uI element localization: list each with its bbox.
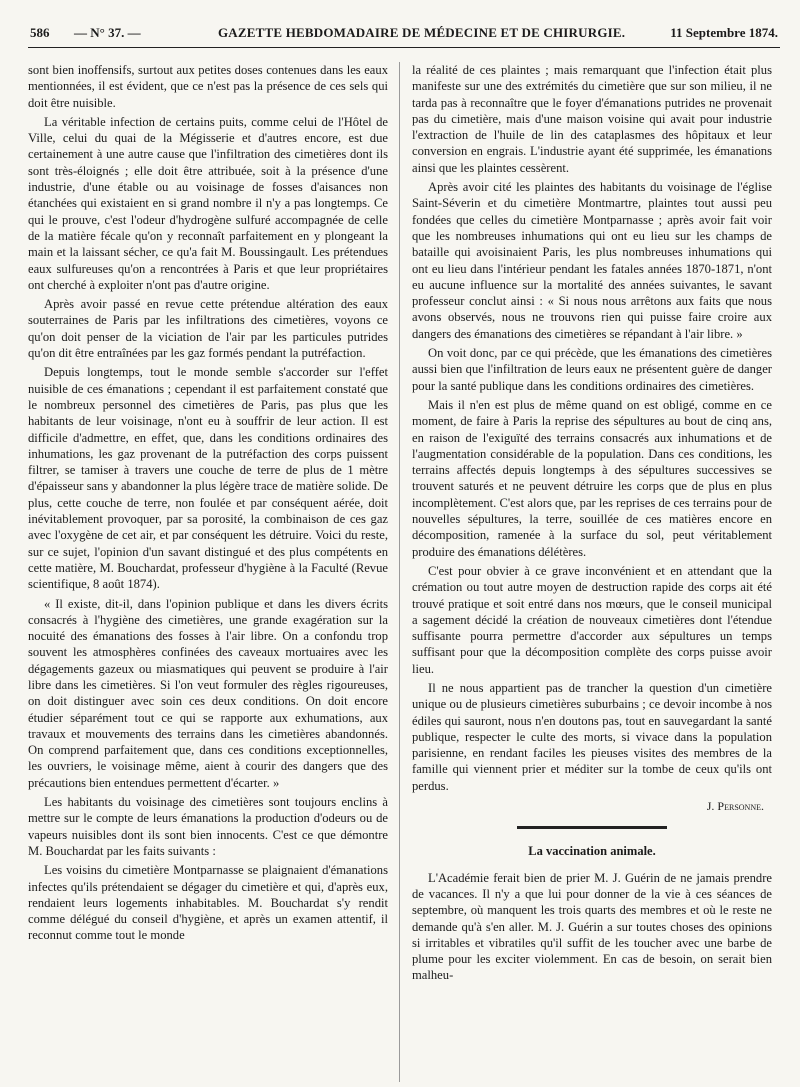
paragraph: L'Académie ferait bien de prier M. J. Guérin de ne jamais prendre de vacances. Il n'y a que lui pour donner de la vie à ces séances de septembre, où manquent les trois quarts des membres et où le reste ne demande qu'à s'en aller. M. J. Guérin a sur toutes choses des opinions si irritables et vibratiles qu'il suffit de les toucher avec une barbe de plume pour les exciter violemment. En cas de besoin, on serait bien malheu- xyxy=(412,870,772,983)
paragraph: sont bien inoffensifs, surtout aux petites doses contenues dans les eaux mentionnées, il est évident, que ce n'est pas la présence de ces sels qui doit être nuisible. xyxy=(28,63,388,110)
column-divider xyxy=(399,62,400,1082)
left-column xyxy=(28,62,388,1082)
author-signature: J. Personne. xyxy=(706,799,764,814)
section-separator xyxy=(517,826,667,829)
page-number: 586 xyxy=(30,25,50,40)
paragraph: Les habitants du voisinage des cimetières sont toujours enclins à mettre sur le compte de leurs émanations la production d'odeurs ou de vapeurs nuisibles dont ils sont bien innocents. C'est ce que démontre M. Bouchardat par les faits suivants : xyxy=(28,795,388,858)
paragraph: Les voisins du cimetière Montparnasse se plaignaient d'émanations infectes qu'ils prétendaient se dégager du cimetière et qui, d'après eux, rendaient leurs logements inhabitables. M. Bouchardat s'y rendit comme délégué du conseil d'hygiène, et après un examen attentif, il reconnut comme tout le monde xyxy=(28,863,388,943)
page-header xyxy=(28,25,780,48)
paragraph: Depuis longtemps, tout le monde semble s'accorder sur l'effet nuisible de ces émanations ; cependant il est parfaitement constaté que le nombreux personnel des cimetières de Paris, pas plus que les habitants de leur voisinage, n'ont eu à souffrir de leur action. Il est difficile d'admettre, en effet, que, dans les conditions ordinaires des inhumations, les gaz provenant de la putréfaction des corps puissent filtrer, se tamiser à travers une couche de terre de plus de 1 mètre d'épaisseur sans y abandonner la plus légère trace de matière solide. De plus, cette couche de terre, non foulée et par conséquent aérée, doit inévitablement provoquer, par sa porosité, la combinaison de ces gaz avec l'oxygène de cet air, et par conséquent les détruire. Voici du reste, sur ce sujet, l'opinion d'un savant distingué et des plus compétents en cette matière, M. Bouchardat, professeur d'hygiène à la Faculté (Revue scientifique, 8 août 1874). xyxy=(28,365,388,592)
paragraph: C'est pour obvier à ce grave inconvénient et en attendant que la crémation ou tout autre moyen de destruction rapide des corps ait été trouvé pratique et soit entré dans nos mœurs, que le conseil municipal a sagement décidé la création de nouveaux cimetières dont l'étendue suffisante pourra permettre d'accorder aux sépultures un temps suffisant pour que la décomposition complète des corps puisse avoir lieu. xyxy=(412,563,772,676)
paragraph: Après avoir passé en revue cette prétendue altération des eaux souterraines de Paris par les infiltrations des cimetières, voyons ce qu'on doit penser de la viciation de l'air par les particules putrides qu'on dit être entraînées par les gaz formés pendant la putréfaction. xyxy=(28,297,388,361)
issue-number: — N° 37. — xyxy=(74,25,141,40)
paragraph: Il ne nous appartient pas de trancher la question d'un cimetière unique ou de plusieurs cimetières suburbains ; ce devoir incombe à nos édiles qui sauront, nous n'en doutons pas, tout en sauvegardant la santé publique, respecter le culte des morts, si vivace dans la population parisienne, en rendant faciles les pieuses visites des membres de la famille qui viennent prier et méditer sur la tombe de ceux qu'ils ont perdus. xyxy=(412,680,772,793)
quote-paragraph: « Il existe, dit-il, dans l'opinion publique et dans les divers écrits consacrés à l'hygiène des cimetières, une grande exagération sur la nocuité des émanations des fosses à l'air libre. On a confondu trop souvent les atmosphères confinées des caveaux mortuaires avec les dégagements gazeux ou miasmatiques qui peuvent se produire à l'air libre dans les cimetières. Si l'on veut formuler des règles rigoureuses, on doit distinguer avec soin ces deux conditions. On doit encore étudier séparément tout ce qui se rapporte aux exhumations, aux travaux et mouvements des terrains dans les cimetières abandonnés. On comprend parfaitement que, dans ces conditions exceptionnelles, les ouvriers, le voisinage même, aient à courir des dangers que des précautions bien entendues permettent d'écarter. » xyxy=(28,596,388,790)
paragraph: la réalité de ces plaintes ; mais remarquant que l'infection était plus manifeste sur une des extrémités du cimetière que sur son milieu, il ne tarda pas à reconnaître que le foyer d'émanations putrides ne provenait pas du cimetière, mais d'une maison voisine qui avait pour industrie l'extraction de l'huile de lin des cataplasmes des hôpitaux et leur conversion en engrais. L'industrie ayant été supprimée, les émanations ainsi que les plaintes cessèrent. xyxy=(412,63,772,175)
paragraph: La véritable infection de certains puits, comme celui de l'Hôtel de Ville, celui du quai de la Mégisserie et d'autres encore, est due certainement à une autre cause que l'infiltration des cimetières dont ils sont très-éloignés ; elle doit être attribuée, soit à la présence d'une industrie, d'une étable ou au voisinage de fosses d'aisances non étanchées qui existaient en si grand nombre il n'y a pas longtemps. Ce qui le prouve, c'est l'odeur d'hydrogène sulfuré accompagnée de celle de la matière fécale qu'on y reconnaît parfaitement en y plongeant la main et la laissant sécher, ce qu'a fait M. Boussingault. Les prétendues eaux sulfureuses qu'on a rencontrées à Paris et que leur propriétaires ont cherché à exploiter n'ont pas d'autre origine. xyxy=(28,114,388,292)
paragraph: On voit donc, par ce qui précède, que les émanations des cimetières aussi bien que l'infiltration de leurs eaux ne présentent guère de danger pour la santé publique dans les conditions ordinaires des cimetières. xyxy=(412,346,772,393)
paragraph: Mais il n'en est plus de même quand on est obligé, comme en ce moment, de faire à Paris la reprise des sépultures au bout de cinq ans, en raison de l'exiguïté des terrains consacrés aux inhumations et de l'augmentation considérable de la population. Dans ces conditions, les terrains affectés depuis longtemps à des sépultures successives se trouvent saturés et ne peuvent détruire les corps que de plus en plus incomplètement. C'est alors que, par les reprises de ces terrains pour de nouvelles sépultures, la terre, souillée de ces matières encore en décomposition, ramenée à la surface du sol, peut véritablement produire des émanations délétères. xyxy=(412,397,772,559)
paragraph: Après avoir cité les plaintes des habitants du voisinage de l'église Saint-Séverin et du cimetière Montmartre, plaintes tout aussi peu fondées que celles du cimetière Montparnasse ; après avoir fait voir que les nombreuses inhumations qui ont eu lieu sur les champs de bataille qui avoisinaient Paris, les plus nombreuses inhumations qui ont eu lieu dans l'intérieur pendant les fatales années 1870-1871, n'ont eu aucune influence sur la mortalité des années suivantes, le savant professeur conclut ainsi : « Si nous nous arrêtons aux faits que nous avons observés, nous ne trouvons rien qui puisse faire croire aux dangers des émanations des cimetières se répandant à l'air libre. » xyxy=(412,180,772,341)
right-column xyxy=(412,62,772,1082)
issue-date: 11 Septembre 1874. xyxy=(670,25,778,40)
journal-title: GAZETTE HEBDOMADAIRE DE MÉDECINE ET DE CHIRURGIE. xyxy=(218,25,626,40)
section-title: La vaccination animale. xyxy=(528,844,656,859)
